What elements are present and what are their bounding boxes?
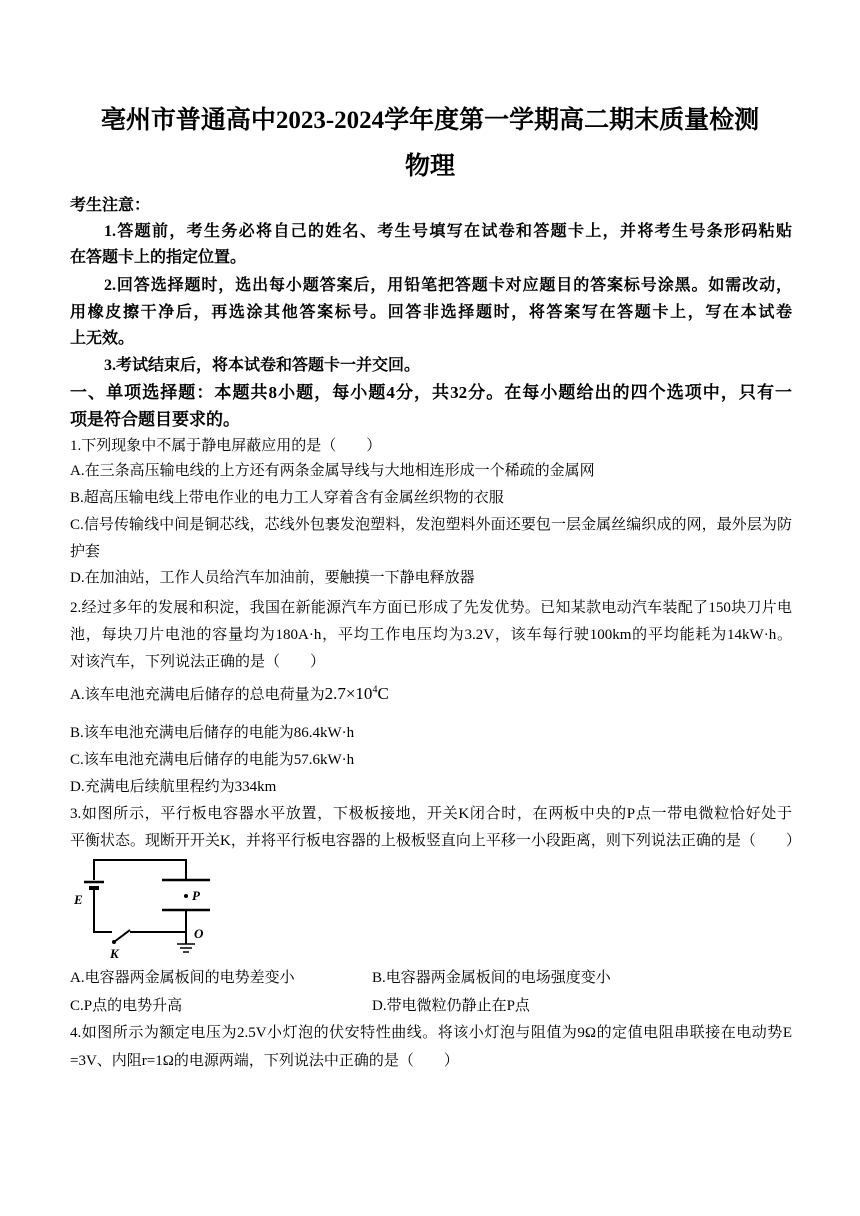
notice-item-2-line-1: 2.回答选择题时，选出每小题答案后，用铅笔把答题卡对应题目的答案标号涂黑。如需改动，	[104, 277, 792, 294]
q3-stem-line-1: 3.如图所示，平行板电容器水平放置，下极板接地，开关K闭合时，在两板中央的P点一带电微粒恰好处于	[70, 806, 792, 822]
point-p-dot	[184, 894, 188, 898]
section-heading-line-2: 项是符合题目要求的。	[70, 410, 240, 429]
label-o: O	[194, 926, 204, 941]
q2-option-a	[70, 683, 792, 704]
q2-option-a-value: $2.7\times 10^4C$	[324, 684, 389, 703]
q2-stem-line-3: 对该汽车，下列说法正确的是（ ）	[70, 654, 326, 670]
exam-title: 亳州市普通高中2023-2024学年度第一学期高二期末质量检测	[100, 107, 760, 134]
q1-option-c-line-2: 护套	[70, 544, 101, 560]
label-p: P	[192, 888, 200, 903]
notice-item-2-line-3: 上无效。	[70, 330, 135, 347]
switch-k	[114, 930, 130, 942]
q2-option-a-text: A.该车电池充满电后储存的总电荷量为	[70, 687, 325, 703]
q1-option-b: B.超高压输电线上带电作业的电力工人穿着含有金属丝织物的衣服	[70, 490, 504, 506]
switch-contact	[112, 940, 116, 944]
circuit-wire-bottom	[130, 918, 186, 932]
q1-stem: 1.下列现象中不属于静电屏蔽应用的是（ ）	[70, 438, 382, 454]
q3-option-a: A.电容器两金属板间的电势差变小	[70, 970, 295, 986]
capacitor-circuit-diagram	[70, 854, 222, 962]
notice-item-1-line-2: 在答题卡上的指定位置。	[70, 249, 247, 266]
capacitor-plates	[162, 880, 210, 918]
section-heading-line-1: 一、单项选择题：本题共8小题，每小题4分，共32分。在每小题给出的四个选项中，只有一	[70, 383, 792, 402]
notice-item-3: 3.考试结束后，将本试卷和答题卡一并交回。	[104, 357, 421, 374]
q2-option-d: D.充满电后续航里程约为334km	[70, 779, 277, 795]
ground-icon	[177, 944, 195, 952]
label-e: E	[74, 892, 83, 907]
q1-option-c-line-1: C.信号传输线中间是铜芯线，芯线外包裹发泡塑料，发泡塑料外面还要包一层金属丝编织成的网，最外层为防	[70, 517, 792, 533]
q3-option-b: B.电容器两金属板间的电场强度变小	[372, 970, 611, 986]
label-k: K	[110, 946, 119, 961]
battery-e	[84, 882, 104, 908]
q2-stem-line-1: 2.经过多年的发展和积淀，我国在新能源汽车方面已形成了先发优势。已知某款电动汽车装配了150块刀片电	[70, 600, 792, 616]
q1-option-a: A.在三条高压输电线的上方还有两条金属导线与大地相连形成一个稀疏的金属网	[70, 463, 595, 479]
circuit-wire-top	[94, 860, 186, 880]
notice-heading: 考生注意：	[70, 197, 151, 214]
q2-stem-line-2: 池，每块刀片电池的容量均为180A·h，平均工作电压均为3.2V，该车每行驶100km的平均能耗为14kW·h。	[70, 627, 792, 643]
q4-stem-line-1: 4.如图所示为额定电压为2.5V小灯泡的伏安特性曲线。将该小灯泡与阻值为9Ω的定值电阻串联接在电动势E	[70, 1025, 792, 1041]
notice-item-2-line-2: 用橡皮擦干净后，再选涂其他答案标号。回答非选择题时，将答案写在答题卡上，写在本试卷	[70, 304, 792, 321]
q1-option-d: D.在加油站，工作人员给汽车加油前，要触摸一下静电释放器	[70, 570, 475, 586]
q3-option-c: C.P点的电势升高	[70, 998, 183, 1014]
q4-stem-line-2: =3V、内阻r=1Ω的电源两端，下列说法中正确的是（ ）	[70, 1053, 459, 1069]
q3-option-d: D.带电微粒仍静止在P点	[372, 998, 530, 1014]
subject-title: 物理	[404, 153, 455, 180]
q3-stem-line-2: 平衡状态。现断开开关K，并将平行板电容器的上极板竖直向上平移一小段距离，则下列说法正确的是（ ）	[70, 833, 801, 849]
notice-item-1-line-1: 1.答题前，考生务必将自己的姓名、考生号填写在试卷和答题卡上，并将考生号条形码粘贴	[104, 223, 792, 240]
q2-option-c: C.该车电池充满电后储存的电能为57.6kW·h	[70, 752, 355, 768]
q2-option-b: B.该车电池充满电后储存的电能为86.4kW·h	[70, 725, 355, 741]
circuit-wire-left-bottom	[94, 908, 112, 932]
